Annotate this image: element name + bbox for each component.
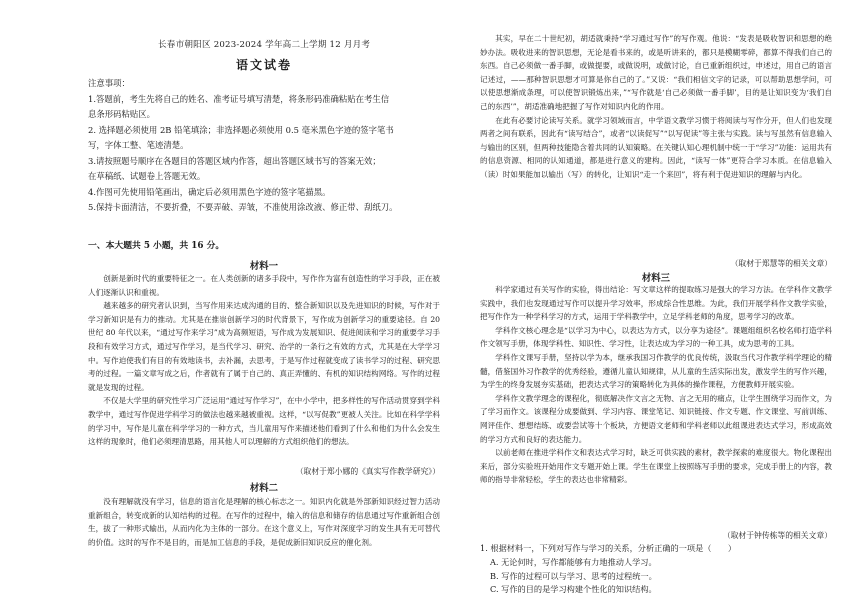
material1-body bbox=[88, 272, 440, 449]
note-line: 2. 选择题必须使用 2B 铅笔填涂；非选择题必须使用 0.5 毫米黑色字迹的签字笔书 bbox=[88, 124, 394, 135]
option-c: C. 写作的目的是学习构建个性化的知识结构。 bbox=[490, 584, 657, 595]
page-title: 语文试卷 bbox=[236, 58, 293, 72]
material2-continued bbox=[480, 32, 832, 182]
note-line: 1.答题前，考生先将自己的姓名、准考证号填写清楚，将条形码准确粘贴在考生信 bbox=[88, 93, 390, 104]
paragraph: 以前老师在推进学科作文和表达式学习时，缺乏可供实践的素材，教学探索的难度很大。物化课程出来后，部分实验班开始用作文专题开始上课。学生在课堂上按照练写手册的要求，完成手册上的内容，教师的指导非常轻松，学生的表达也非常精彩。 bbox=[480, 448, 832, 485]
option-b: B. 写作的过程可以与学习、思考的过程统一。 bbox=[490, 570, 657, 581]
material2-source: （取材于郑慧等的相关文章） bbox=[730, 259, 832, 268]
section-heading: 一、本大题共 5 小题，共 16 分。 bbox=[88, 241, 225, 251]
question-1 bbox=[480, 542, 832, 597]
paragraph: 越来越多的研究者认识到，当写作用来达成沟通的目的、整合新知识以及先进知识的时候，写作对于学习新知识是有力的推动。尤其是在推崇创新学习的时代背景下，写作成为创新学习的重要途径。自 20 世纪 80 年代以来，“通过写作来学习”成为高频短语，写作成为发展知识、促进阅读和学习的重要学习手段和有效学习方式，通过写作学习，是当代学习、研究、治学的一条行之有效的方式，尤其是在大学学习中。写作迫使我们有目的有效地读书，去补漏，去思考，于是写作过程就变成了读书学习的过程、研究思考的过程。一篇文章写成之后，作者就有了属于自己的、真正弄懂的、有机的知识结构网络。写作的过程就是发现的过程。 bbox=[88, 301, 440, 392]
note-line: 写，字体工整、笔迹清楚。 bbox=[88, 140, 189, 150]
paragraph: 学科作文核心理念是“以学习为中心，以表达为方式，以分享为途径”。课题组组织名校名师打造学科作文领写手册，体现学科性、知识性、学习性，让表达成为学习的一种工具，成为思考的工具。 bbox=[480, 325, 832, 349]
note-line: 在草稿纸、试题卷上答题无效。 bbox=[88, 171, 206, 181]
paragraph: 学科作文课写手册，坚持以学为本，继承我国习作教学的优良传统，汲取当代习作教学科学理论的精髓，借鉴国外习作教学的优秀经验，遵循儿童认知规律，从儿童的生活实际出发，激发学生的写作兴趣，为学生的终身发展夯实基础，把表达式学习的策略转化为具体的操作课程，方便教师开展实验。 bbox=[480, 352, 832, 390]
material3-source: （取材于钟传栋等的相关文章） bbox=[722, 531, 832, 540]
notes-heading: 注意事项： bbox=[88, 78, 130, 88]
material3-heading: 材料三 bbox=[641, 273, 671, 284]
material1-heading: 材料一 bbox=[249, 261, 279, 272]
paragraph: 科学家通过有关写作的实验，得出结论：写文章这样的提取练习是强大的学习方法。在学科作文教学实践中，我们也发现通过写作可以提升学习效率，形成综合性思维。为此，我们开展学科作文教学实验，把写作作为一种学科学习的方式，运用于学科教学中，立足学科老师的角度，思考学习的改革。 bbox=[480, 285, 832, 322]
option-a: A. 无论何时，写作都能够有力地推动人学习。 bbox=[490, 556, 657, 567]
notes-block bbox=[88, 76, 438, 216]
question-stem: 1. 根据材料一，下列对写作与学习的关系，分析正确的一项是（ ） bbox=[480, 543, 737, 553]
note-line: 4.作图可先使用铅笔画出，确定后必须用黑色字迹的签字笔描黑。 bbox=[88, 186, 331, 197]
paragraph: 在此有必要讨论读写关系。就学习领域而言，中学语文教学习惯于将阅读与写作分开，但人们也发现两者之间有联系，因此有“读写结合”，或者“以读促写”“以写促读”等主张与实践。读与写虽然有信息输入与输出的区别，但两种技能隐含着共同的认知策略。在关键认知心理机制中统一于“学习”功能：运用共有的信息资源、相同的认知通道，都是进行意义的建构。因此，“读写一体”更符合学习本质。在信息输入（读）时如果能加以输出（写）的转化，让知识“走一个来回”，将有利于促进知识的理解与内化。 bbox=[480, 115, 832, 179]
note-line: 3.请按照题号顺序在各题目的答题区域内作答，超出答题区域书写的答案无效； bbox=[88, 155, 381, 166]
paragraph: 其实，早在二十世纪初，胡适就秉持“学习通过写作”的写作观。他说：“发表是吸收智识和思想的绝妙办法。吸收进来的智识思想，无论是看书来的，或是听讲来的，都只是模糊零碎，都算不得我们自己的东西。自己必须做一番手脚，或做提要，或做说明，或做讨论，自已重新组织过，申述过，用自己的语言记述过，——那种智识思想才可算是你自己的了。”又说：“我们相信文字的记录，可以帮助思想学问，可以使思想渐成条理，可以使智识锻炼出来，”“写作就是‘自己必须做一番手脚’，目的是让知识变为‘我们自己的东西’”，胡适准确地把握了写作对知识内化的作用。 bbox=[480, 34, 832, 111]
paragraph: 创新是新时代的重要特征之一。在人类创新的诸多手段中，写作作为富有创造性的学习手段，正在被人们逐渐认识和重视。 bbox=[88, 274, 440, 297]
note-line: 息条形码粘贴区。 bbox=[88, 109, 155, 119]
exam-info: 长春市朝阳区 2023-2024 学年高二上学期 12 月月考 bbox=[158, 40, 371, 50]
material3-body bbox=[480, 283, 832, 487]
paragraph: 不仅是大学里的研究性学习广泛运用“通过写作学习”，在中小学中，把多样性的写作活动贯穿到学科教学中，通过写作促进学科学习的做法也越来越被重视。这样，“以写促教”更被人关注。比如在科学学科的学习中，写作是儿童在科学学习的一种方式，当儿童用写作来描述他们看到了什么和他们为什么会发生这样的现象时，他们必须理清思路，用其他人可以理解的方式组织他们的想法。 bbox=[88, 396, 440, 447]
note-line: 5.保持卡面清洁，不要折叠，不要弄破、弄皱，不准使用涂改液、修正带、刮纸刀。 bbox=[88, 202, 398, 212]
material2-heading: 材料二 bbox=[249, 483, 279, 494]
paragraph: 没有理解就没有学习，信息的语言化是理解的核心标志之一。知识内化就是外部新知识经过智力活动重新组合，转变成新的认知结构的过程。在写作的过程中，输入的信息和储存的信息通过写作重新组合创生，拔了一种形式输出，从而内化为主体的一部分。在这个意义上，写作对深度学习的发生具有无可替代的价值。这时的写作不是目的，而是加工信息的手段，是促成新旧知识反应的催化剂。 bbox=[88, 497, 440, 547]
material1-source: （取材于郑小娜的《真实写作教学研究》） bbox=[295, 467, 440, 476]
material2-body bbox=[88, 495, 440, 549]
paragraph: 学科作文教学理念的课程化，彻底解决作文言之无物、言之无用的痛点，让学生围绕学习而作文，为了学习而作文。该课程分成要做到、学习内容、课堂笔记、知识链接、作文专题、作文课堂、写前训练、网评佳作、想想结练、或要尝试等十个板块，方便语文老师和学科老师以此组课进表达式学习，形成高效的学习方式和良好的表达能力。 bbox=[480, 393, 832, 444]
